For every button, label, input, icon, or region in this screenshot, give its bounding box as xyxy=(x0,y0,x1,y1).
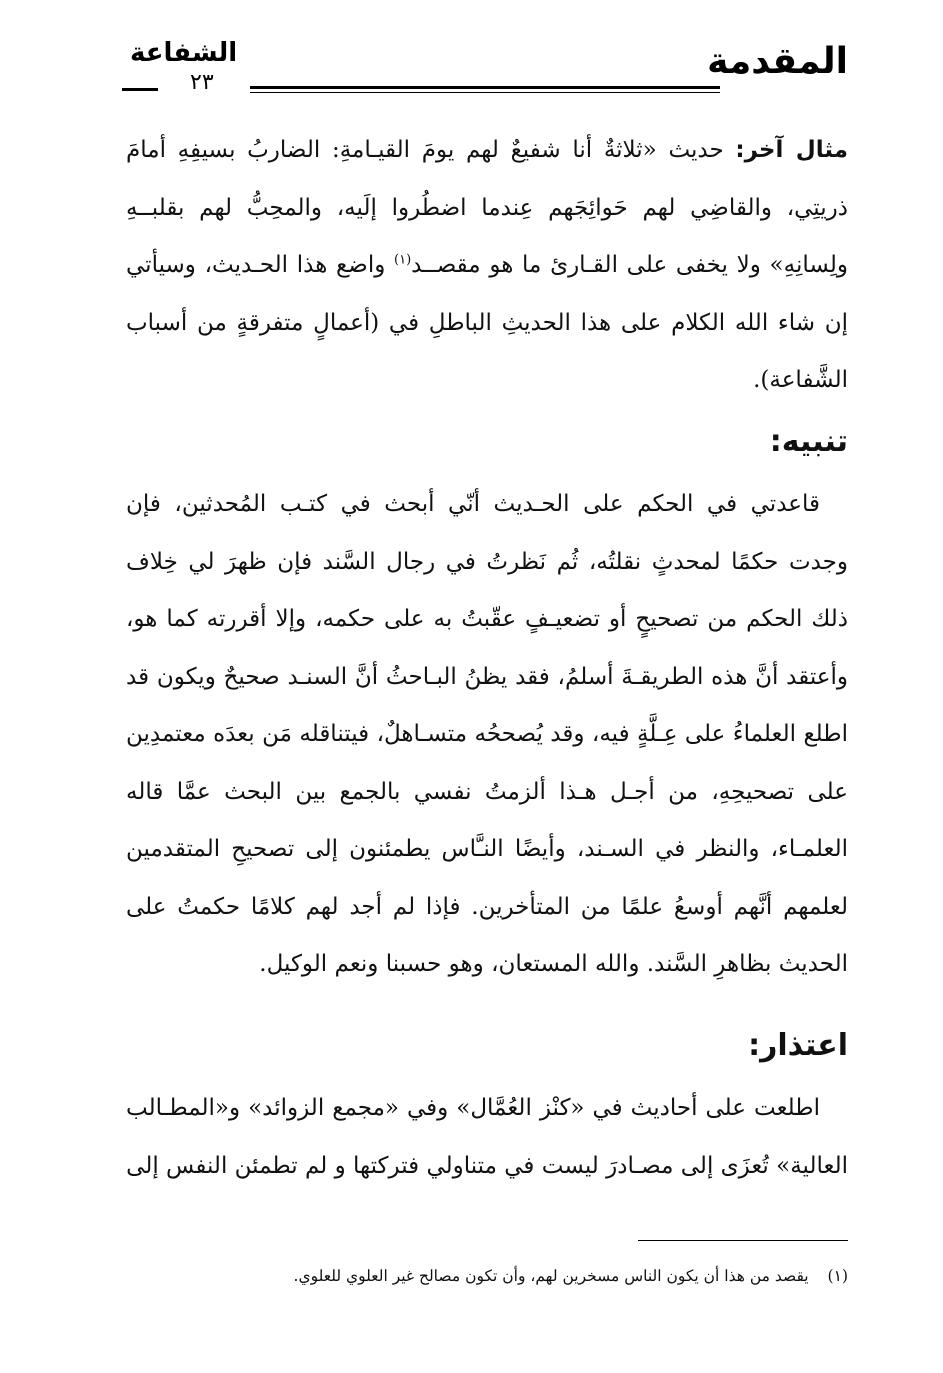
paragraph-example xyxy=(126,122,848,410)
paragraph-text: حديث «ثلاثةٌ أنا شفيعٌ لهم يومَ القيـامةِ: الضاربُ بسيفِهِ أمامَ ذريتِي، والقاضِي لهم حَوائِجَهم عِندما اضطُروا إلَيه، والمحِبُّ لهم بقلبــهِ ولِسانِهِ» ولا يخفى على القـارئ ما هو مقصــد xyxy=(126,137,848,278)
heading-apology: اعتذار: xyxy=(748,1028,848,1063)
paragraph-text: قاعدتي في الحكم على الحـديث أنّي أبحث في كتـب المُحدثين، فإن وجدت حكمًا لمحدثٍ نقلتُه، ثُم نَظرتُ في رجال السَّند فإن ظهرَ لي خِلاف ذلك الحكم من تصحيحٍ أو تضعيـفٍ عقّبتُ به على حكمه، وإلا أقررته كما هو، وأعتقد أنَّ هذه الطريقـةَ أسلمُ، فقد يظنُ البـاحثُ أنَّ السنـد صحيحٌ ويكون قد اطلع العلماءُ على عِـلَّةٍ فيه، وقد يُصححُه متسـاهلٌ، فيتناقله مَن بعدَه معتمدِين على تصحيحِهِ، من أجـل هـذا ألزمتُ نفسي بالجمع بين البحث عمَّا قاله العلمـاء، والنظر في السـند، وأيضًا النـَّاس يطمئنون إلى تصحيحِ المتقدمين لعلمهم أنَّهم أوسعُ علمًا من المتأخرين. فإذا لم أجد لهم كلامًا حكمتُ على الحديث بظاهرِ السَّند. والله المستعان، وهو حسبنا ونعم الوكيل. xyxy=(126,491,848,977)
book-title: الشفاعة xyxy=(130,38,238,68)
header-rule xyxy=(250,86,720,93)
page-number: ٢٣ xyxy=(190,70,214,95)
paragraph-lead: مثال آخر: xyxy=(735,137,848,163)
paragraph-apology xyxy=(126,1080,848,1195)
paragraph-text-continued: واضع هذا الحـديث، وسيأتي إن شاء الله الكلام على هذا الحديثِ الباطلِ في (أعمالٍ متفرقةٍ من أسباب الشَّفاعة). xyxy=(126,252,848,393)
footnote xyxy=(126,1262,848,1290)
paragraph-text: اطلعت على أحاديث في «كنْز العُمَّال» وفي «مجمع الزوائد» و«المطـالب العالية» تُعزَى إلى مصـادرَ ليست في متناولي فتركتها و لم تطمئن النفس إلى xyxy=(126,1095,848,1179)
footnote-number: (١) xyxy=(827,1267,848,1285)
chapter-title: المقدمة xyxy=(707,41,848,82)
footnote-text: يقصد من هذا أن يكون الناس مسخرين لهم، وأن تكون مصالح غير العلوي للعلوي. xyxy=(293,1267,809,1285)
header-rule-short xyxy=(122,88,158,91)
paragraph-note xyxy=(126,476,848,994)
footnote-divider xyxy=(638,1240,848,1241)
heading-note: تنبيه: xyxy=(769,424,848,459)
page-header xyxy=(120,30,848,100)
footnote-reference: (١) xyxy=(394,252,412,268)
